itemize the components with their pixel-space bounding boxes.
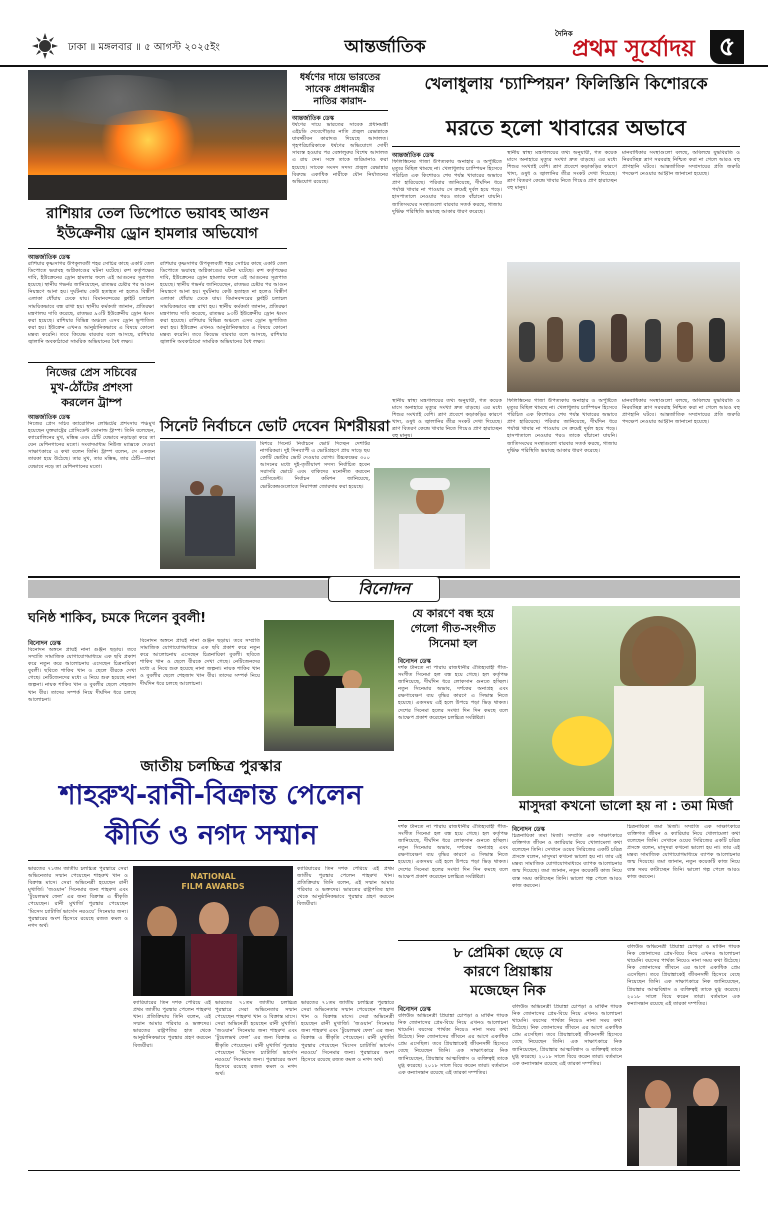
- header-place: ঢাকা: [68, 42, 87, 53]
- header-rule: [0, 65, 768, 67]
- egypt-body: মিশরে সিনেট নির্বাচনে ভোট দিচ্ছেন দেশটির নাগরিকরা। দুই দিনব্যাপী এ ভোটগ্রহণে প্রায় সাড়ে ছয় কোটি ভোটার ভোট দেওয়ার যোগ্য। উচ্চকক্ষের ৩০০ আসনের মধ্যে দুই-তৃতীয়াংশ সদস্য নির্বাচিত হবেন সরাসরি ভোটে এবং বাকিদের মনোনীত করবেন প্রেসিডেন্ট। নির্বাচন কমিশন জানিয়েছে, ভোটকেন্দ্রগুলোতে নিরাপত্তা জোরদার করা হয়েছে।: [260, 441, 370, 490]
- priyanka-headline: ৮ প্রেমিকা ছেড়ে যে কারণে প্রিয়াঙ্কায় মজেছেন নিক: [453, 945, 563, 999]
- rapist-byline: আন্তর্জাতিক ডেস্ক: [292, 115, 334, 122]
- toma-body-col1: চিত্রনায়িকা তমা মির্জা। সম্প্রতি এক সাক্ষাৎকারে ব্যক্তিগত জীবন ও ক্যারিয়ার নিয়ে খোলামেলা কথা বলেছেন তিনি। সেখানে ওয়েব সিরিজের একটি চরিত্র প্রসঙ্গে বলেন, মাসুদরা কখনো ভালো হয় না। তার এই মন্তব্য সামাজিক যোগাযোগমাধ্যমে ব্যাপক আলোচনার জন্ম দিয়েছে। তমা জানান, নতুন কয়েকটি কাজ নিয়ে ব্যস্ত সময় কাটাচ্ছেন তিনি। ভালো গল্প পেলে আরও কাজ করবেন।: [512, 833, 622, 889]
- srk-kicker: জাতীয় চলচ্চিত্র পুরস্কার: [140, 757, 282, 775]
- header-date-line: [68, 40, 220, 57]
- priyanka-top-rule: [398, 940, 740, 941]
- entertainment-band: [28, 580, 740, 598]
- priyanka-nick-photo: [627, 1066, 740, 1166]
- trump-top-rule: [28, 362, 155, 363]
- russia-body: রাশিয়ার কৃষ্ণসাগর উপকূলবর্তী শহর সোচির কাছে একটি তেল ডিপোতে ভয়াবহ অগ্নিকাণ্ডের ঘটনা ঘটেছে। রুশ কর্তৃপক্ষের দাবি, ইউক্রেনের ড্রোন হামলার ফলে এই আগুনের সূত্রপাত হয়েছে। স্থানীয় গভর্নর জানিয়েছেন, রাতভর চেষ্টার পর আগুন নিয়ন্ত্রণে আনা হয়। দুর্ঘটনায় কেউ হতাহত না হলেও বিস্তীর্ণ এলাকা ধোঁয়ায় ঢেকে যায়। বিমানবন্দরের ফ্লাইট চলাচল সাময়িকভাবে বন্ধ রাখা হয়। স্থানীয় কর্মকর্তা জানান, প্রতিরক্ষা মন্ত্রণালয় দাবি করেছে, রাতভর ৯৩টি ইউক্রেনীয় ড্রোন ধ্বংস করা হয়েছে। রাশিয়ার বিভিন্ন অঞ্চলে এসব ড্রোন ভূপাতিত করা হয়। ইউক্রেন এখনও আনুষ্ঠানিকভাবে এ বিষয়ে কোনো মন্তব্য করেনি। তবে কিয়েভ বারবার বলে আসছে, রাশিয়ার জ্বালানি অবকাঠামো সামরিক অভিযানের বৈধ লক্ষ্য।: [28, 261, 154, 346]
- masthead: প্রথম সূর্যোদয়: [572, 36, 695, 62]
- russia-body-col2: রাশিয়ার কৃষ্ণসাগর উপকূলবর্তী শহর সোচির কাছে একটি তেল ডিপোতে ভয়াবহ অগ্নিকাণ্ডের ঘটনা ঘটেছে। রুশ কর্তৃপক্ষের দাবি, ইউক্রেনের ড্রোন হামলার ফলে এই আগুনের সূত্রপাত হয়েছে। স্থানীয় গভর্নর জানিয়েছেন, রাতভর চেষ্টার পর আগুন নিয়ন্ত্রণে আনা হয়। দুর্ঘটনায় কেউ হতাহত না হলেও বিস্তীর্ণ এলাকা ধোঁয়ায় ঢেকে যায়। বিমানবন্দরের ফ্লাইট চলাচল সাময়িকভাবে বন্ধ রাখা হয়। স্থানীয় কর্মকর্তা জানান, প্রতিরক্ষা মন্ত্রণালয় দাবি করেছে, রাতভর ৯৩টি ইউক্রেনীয় ড্রোন ধ্বংস করা হয়েছে। রাশিয়ার বিভিন্ন অঞ্চলে এসব ড্রোন ভূপাতিত করা হয়। ইউক্রেন এখনও আনুষ্ঠানিকভাবে এ বিষয়ে কোনো মন্তব্য করেনি। তবে কিয়েভ বারবার বলে আসছে, রাশিয়ার জ্বালানি অবকাঠামো সামরিক অভিযানের বৈধ লক্ষ্য।: [160, 261, 287, 346]
- award-poster-text: NATIONAL FILM AWARDS: [181, 872, 245, 891]
- gaza-body-col3: মানবাধিকার সংস্থাগুলো বলছে, অবিলম্বে যুদ্ধবিরতি ও নিরবচ্ছিন্ন ত্রাণ সরবরাহ নিশ্চিত করা না গেলে আরও বহু প্রাণহানি ঘটবে। আন্তর্জাতিক সম্প্রদায়ের প্রতি জরুরি পদক্ষেপ নেওয়ার আহ্বান জানানো হয়েছে।: [622, 150, 740, 178]
- russia-headline-rule: [28, 248, 287, 249]
- toma-byline: বিনোদন ডেস্ক: [512, 826, 545, 833]
- entertainment-title: বিনোদন: [357, 579, 411, 598]
- priyanka-body-col3: বলিউড অভিনেত্রী প্রিয়াঙ্কা চোপড়া ও মার্কিন গায়ক নিক জোনাসের প্রেম-বিয়ে নিয়ে এখনও আলোচনা থামেনি। বয়সের পার্থক্য নিয়েও নানা সময় কথা উঠেছে। নিক জোনাসের জীবনে এর আগে একাধিক প্রেম এসেছিল। তবে প্রিয়াঙ্কাকেই জীবনসঙ্গী হিসেবে বেছে নিয়েছেন তিনি। এক সাক্ষাৎকারে নিক জানিয়েছেন, প্রিয়াঙ্কার আত্মবিশ্বাস ও ব্যক্তিত্বই তাকে মুগ্ধ করেছে। ২০১৮ সালে বিয়ে করেন তারা। বর্তমানে এক কন্যাসন্তান রয়েছে এই তারকা দম্পতির।: [627, 944, 740, 1007]
- aid-crowd-photo: [507, 262, 740, 392]
- srk-body-col3: ক্যারিয়ারের তিন দশক পেরিয়ে এই প্রথম জাতীয় পুরস্কার পেলেন শাহরুখ খান। প্রতিক্রিয়ায় তিনি বলেন, এই সম্মান আমার পরিবার ও ভক্তদের। ভারতের রাষ্ট্রপতির হাত থেকে আনুষ্ঠানিকভাবে পুরস্কার গ্রহণ করবেন বিজয়ীরা।: [133, 1000, 211, 1049]
- trump-byline: আন্তর্জাতিক ডেস্ক: [28, 414, 70, 421]
- toma-mirza-photo: [512, 606, 740, 796]
- trump-body: নিজের প্রেস সচিব ক্যারোলিন লেভিটের প্রশংসায় পঞ্চমুখ হয়েছেন যুক্তরাষ্ট্রের প্রেসিডেন্ট ডোনাল্ড ট্রাম্প। তিনি বলেছেন, ক্যারোলিনের মুখ, মস্তিষ্ক এবং ঠোঁট যেভাবে নড়াচড়া করে তা যেন মেশিনগানের মতো। সংবাদমাধ্যম নিউজ ম্যাক্সকে দেওয়া সাক্ষাৎকারে এ কথা বলেন তিনি। ট্রাম্প বলেন, সে একজন তারকা হয়ে উঠেছে। তার মুখ, তার মস্তিষ্ক, তার ঠোঁট—তারা যেভাবে নড়ে তা মেশিনগানের মতো।: [28, 421, 155, 470]
- cinema-byline: বিনোদন ডেস্ক: [398, 658, 431, 665]
- oil-depot-fire-photo: [28, 70, 287, 200]
- header-sep: ॥: [89, 42, 99, 53]
- gaza-body-col1: ফিলিস্তিনের গাজা উপত্যকায় অনাহার ও অপুষ্টিতে মৃত্যুর মিছিল থামছে না। খেলাধুলায় চ্যাম্পিয়ন হিসেবে পরিচিত এক কিশোরও শেষ পর্যন্ত খাবারের অভাবে প্রাণ হারিয়েছে। পরিবার জানিয়েছে, দীর্ঘদিন ধরে পর্যাপ্ত খাবার না পাওয়ায় সে ক্রমেই দুর্বল হয়ে পড়ে। হাসপাতালে নেওয়ার পরও তাকে বাঁচানো যায়নি। জাতিসংঘের সংস্থাগুলো বারবার সতর্ক করছে, গাজায় দুর্ভিক্ষ পরিস্থিতি ভয়াবহ আকার ধারণ করেছে।: [392, 159, 502, 215]
- paper-prefix: দৈনিক: [555, 30, 573, 38]
- srk-body-col4: ভারতের ৭১তম জাতীয় চলচ্চিত্র পুরস্কারে সেরা অভিনেতার সম্মান পেয়েছেন শাহরুখ খান ও বিক্রান্ত মাসে। সেরা অভিনেত্রী হয়েছেন রানী মুখার্জি। ‘জওয়ান’ সিনেমার জন্য শাহরুখ এবং ‘টুয়েলভথ ফেল’ এর জন্য বিক্রান্ত এ স্বীকৃতি পেয়েছেন। রানী মুখার্জি পুরস্কার পেয়েছেন ‘মিসেস চ্যাটার্জি ভার্সেস নরওয়ে’ সিনেমার জন্য। পুরস্কারের অংশ হিসেবে রয়েছে রজত কমল ও নগদ অর্থ।: [215, 1000, 297, 1077]
- rapist-rule: [292, 110, 388, 111]
- page-number-box: [710, 30, 744, 64]
- page-header: [0, 0, 768, 64]
- cinema-headline: যে কারণে বন্ধ হয়ে গেলো গীত-সংগীত সিনেমা হল: [410, 607, 496, 650]
- award-winners-photo: [133, 866, 293, 996]
- gaza-headline-rule: [392, 146, 740, 147]
- toma-body-col2: চিত্রনায়িকা তমা মির্জা। সম্প্রতি এক সাক্ষাৎকারে ব্যক্তিগত জীবন ও ক্যারিয়ার নিয়ে খোলামেলা কথা বলেছেন তিনি। সেখানে ওয়েব সিরিজের একটি চরিত্র প্রসঙ্গে বলেন, মাসুদরা কখনো ভালো হয় না। তার এই মন্তব্য সামাজিক যোগাযোগমাধ্যমে ব্যাপক আলোচনার জন্ম দিয়েছে। তমা জানান, নতুন কয়েকটি কাজ নিয়ে ব্যস্ত সময় কাটাচ্ছেন তিনি। ভালো গল্প পেলে আরও কাজ করবেন।: [627, 824, 740, 880]
- priyanka-byline: বিনোদন ডেস্ক: [398, 1006, 431, 1013]
- priyanka-body-col1: বলিউড অভিনেত্রী প্রিয়াঙ্কা চোপড়া ও মার্কিন গায়ক নিক জোনাসের প্রেম-বিয়ে নিয়ে এখনও আলোচনা থামেনি। বয়সের পার্থক্য নিয়েও নানা সময় কথা উঠেছে। নিক জোনাসের জীবনে এর আগে একাধিক প্রেম এসেছিল। তবে প্রিয়াঙ্কাকেই জীবনসঙ্গী হিসেবে বেছে নিয়েছেন তিনি। এক সাক্ষাৎকারে নিক জানিয়েছেন, প্রিয়াঙ্কার আত্মবিশ্বাস ও ব্যক্তিত্বই তাকে মুগ্ধ করেছে। ২০১৮ সালে বিয়ে করেন তারা। বর্তমানে এক কন্যাসন্তান রয়েছে এই তারকা দম্পতির।: [398, 1013, 508, 1076]
- gaza-headline-line1: খেলাধুলায় ‘চ্যাম্পিয়ন’ ফিলিস্তিনি কিশোরকে: [424, 74, 708, 93]
- russia-headline: রাশিয়ার তেল ডিপোতে ভয়াবহ আগুন ইউক্রেনীয় ড্রোন হামলার অভিযোগ: [46, 206, 269, 242]
- bottom-rule: [28, 1170, 740, 1171]
- gaza-byline: আন্তর্জাতিক ডেস্ক: [392, 152, 434, 159]
- priyanka-body-col2: বলিউড অভিনেত্রী প্রিয়াঙ্কা চোপড়া ও মার্কিন গায়ক নিক জোনাসের প্রেম-বিয়ে নিয়ে এখনও আলোচনা থামেনি। বয়সের পার্থক্য নিয়েও নানা সময় কথা উঠেছে। নিক জোনাসের জীবনে এর আগে একাধিক প্রেম এসেছিল। তবে প্রিয়াঙ্কাকেই জীবনসঙ্গী হিসেবে বেছে নিয়েছেন তিনি। এক সাক্ষাৎকারে নিক জানিয়েছেন, প্রিয়াঙ্কার আত্মবিশ্বাস ও ব্যক্তিত্বই তাকে মুগ্ধ করেছে। ২০১৮ সালে বিয়ে করেন তারা। বর্তমানে এক কন্যাসন্তান রয়েছে এই তারকা দম্পতির।: [512, 1004, 622, 1067]
- srk-body-col2: ক্যারিয়ারের তিন দশক পেরিয়ে এই প্রথম জাতীয় পুরস্কার পেলেন শাহরুখ খান। প্রতিক্রিয়ায় তিনি বলেন, এই সম্মান আমার পরিবার ও ভক্তদের। ভারতের রাষ্ট্রপতির হাত থেকে আনুষ্ঠানিকভাবে পুরস্কার গ্রহণ করবেন বিজয়ীরা।: [297, 866, 394, 908]
- sun-logo-icon: [32, 33, 58, 59]
- header-date: ৫ আগস্ট ২০২৫ইং: [144, 42, 220, 53]
- entertainment-title-box: [328, 576, 440, 602]
- gaza-body-col1-cont: স্থানীয় স্বাস্থ্য মন্ত্রণালয়ের তথ্য অনুযায়ী, গত কয়েক মাসে অনাহারে মৃত্যুর সংখ্যা দ্রুত বাড়ছে। এর মধ্যে শিশুর সংখ্যাই বেশি। ত্রাণ প্রবেশে কড়াকড়ির কারণে খাদ্য, ওষুধ ও জ্বালানির তীব্র সংকট দেখা দিয়েছে। ত্রাণ বিতরণ কেন্দ্রে খাবার নিতে গিয়েও প্রাণ হারাচ্ছেন বহু মানুষ।: [392, 398, 502, 440]
- section-label: আন্তর্জাতিক: [344, 37, 426, 57]
- gaza-body-col2: স্থানীয় স্বাস্থ্য মন্ত্রণালয়ের তথ্য অনুযায়ী, গত কয়েক মাসে অনাহারে মৃত্যুর সংখ্যা দ্রুত বাড়ছে। এর মধ্যে শিশুর সংখ্যাই বেশি। ত্রাণ প্রবেশে কড়াকড়ির কারণে খাদ্য, ওষুধ ও জ্বালানির তীব্র সংকট দেখা দিয়েছে। ত্রাণ বিতরণ কেন্দ্রে খাবার নিতে গিয়েও প্রাণ হারাচ্ছেন বহু মানুষ।: [507, 150, 617, 192]
- shakib-headline: ঘনিষ্ঠ শাকিব, চমকে দিলেন বুবলী!: [28, 611, 207, 626]
- srk-rule: [28, 860, 394, 861]
- header-day: মঙ্গলবার: [98, 42, 133, 53]
- shakib-body-col2: বিনোদন অঙ্গনে প্রায়ই নানা গুঞ্জন ছড়ায়। তবে সম্প্রতি সামাজিক যোগাযোগমাধ্যমে এক ছবি প্রকাশ করে নতুন করে আলোচনায় এসেছেন চিত্রনায়িকা বুবলী। ছবিতে শাকিব খান ও ছেলে বীরকে দেখা গেছে। নেটিজেনদের মধ্যে এ নিয়ে শুরু হয়েছে নানা জল্পনা। নায়ক শাকিব খান ও বুবলীর ছেলে শেহজাদ খান বীর। তাদের সম্পর্ক নিয়ে দীর্ঘদিন ধরে চলছে আলোচনা।: [140, 638, 260, 687]
- rapist-headline: ধর্ষণের দায়ে ভারতের সাবেক প্রধানমন্ত্রীর নাতির কারাদ-: [299, 72, 381, 107]
- srk-headline: শাহরুখ-রানী-বিক্রান্ত পেলেন কীর্তি ও নগদ সম্মান: [59, 780, 363, 851]
- gaza-body-col3-cont: মানবাধিকার সংস্থাগুলো বলছে, অবিলম্বে যুদ্ধবিরতি ও নিরবচ্ছিন্ন ত্রাণ সরবরাহ নিশ্চিত করা না গেলে আরও বহু প্রাণহানি ঘটবে। আন্তর্জাতিক সম্প্রদায়ের প্রতি জরুরি পদক্ষেপ নেওয়ার আহ্বান জানানো হয়েছে।: [622, 398, 740, 426]
- page-number: ৫: [718, 32, 736, 62]
- cinema-body: দর্শক টানতে না পারায় রাজধানীর ঐতিহ্যবাহী গীত-সংগীত সিনেমা হল বন্ধ হয়ে গেছে। হল কর্তৃপক্ষ জানিয়েছে, দীর্ঘদিন ধরে লোকসান গুনতে হচ্ছিল। নতুন সিনেমার অভাব, দর্শকের অনাগ্রহ এবং রক্ষণাবেক্ষণ ব্যয় বৃদ্ধির কারণে এ সিদ্ধান্ত নিতে হয়েছে। একসময় এই হলে উপচে পড়া ভিড় থাকত। দেশের সিনেমা হলের সংখ্যা দিন দিন কমছে বলে আক্ষেপ প্রকাশ করেছেন চলচ্চিত্র সংশ্লিষ্টরা।: [398, 665, 508, 721]
- russia-byline: আন্তর্জাতিক ডেস্ক: [28, 254, 70, 261]
- egypt-headline: সিনেট নির্বাচনে ভোট দেবেন মিশরীয়রা: [160, 417, 390, 435]
- srk-body-col1: ভারতের ৭১তম জাতীয় চলচ্চিত্র পুরস্কারে সেরা অভিনেতার সম্মান পেয়েছেন শাহরুখ খান ও বিক্রান্ত মাসে। সেরা অভিনেত্রী হয়েছেন রানী মুখার্জি। ‘জওয়ান’ সিনেমার জন্য শাহরুখ এবং ‘টুয়েলভথ ফেল’ এর জন্য বিক্রান্ত এ স্বীকৃতি পেয়েছেন। রানী মুখার্জি পুরস্কার পেয়েছেন ‘মিসেস চ্যাটার্জি ভার্সেস নরওয়ে’ সিনেমার জন্য। পুরস্কারের অংশ হিসেবে রয়েছে রজত কমল ও নগদ অর্থ।: [28, 866, 128, 929]
- voters-photo: [160, 441, 256, 569]
- toma-headline: মাসুদরা কখনো ভালো হয় না : তমা মির্জা: [519, 799, 733, 814]
- shakib-body-col1: বিনোদন অঙ্গনে প্রায়ই নানা গুঞ্জন ছড়ায়। তবে সম্প্রতি সামাজিক যোগাযোগমাধ্যমে এক ছবি প্রকাশ করে নতুন করে আলোচনায় এসেছেন চিত্রনায়িকা বুবলী। ছবিতে শাকিব খান ও ছেলে বীরকে দেখা গেছে। নেটিজেনদের মধ্যে এ নিয়ে শুরু হয়েছে নানা জল্পনা। নায়ক শাকিব খান ও বুবলীর ছেলে শেহজাদ খান বীর। তাদের সম্পর্ক নিয়ে দীর্ঘদিন ধরে চলছে আলোচনা।: [28, 647, 136, 703]
- trump-headline: নিজের প্রেস সচিবের মুখ-ঠোঁটের প্রশংসা করলেন ট্রাম্প: [46, 366, 137, 409]
- rapist-body: ধর্ষণের দায়ে ভারতের সাবেক প্রধানমন্ত্রী এইচডি দেবেগৌড়ার নাতি প্রজ্বল রেভান্নাকে যাবজ্জীবন কারাদণ্ড দিয়েছে আদালত। গৃহপরিচারিকাকে ধর্ষণের অভিযোগে দোষী সাব্যস্ত হওয়ার পর বেঙ্গালুরুর বিশেষ আদালত এ রায় দেন। সঙ্গে তাকে জরিমানাও করা হয়েছে। সাবেক সংসদ সদস্য প্রজ্বল রেভান্নার বিরুদ্ধে একাধিক নারীকে যৌন নির্যাতনের অভিযোগ রয়েছে।: [292, 122, 388, 185]
- gaza-body-col2-cont: ফিলিস্তিনের গাজা উপত্যকায় অনাহার ও অপুষ্টিতে মৃত্যুর মিছিল থামছে না। খেলাধুলায় চ্যাম্পিয়ন হিসেবে পরিচিত এক কিশোরও শেষ পর্যন্ত খাবারের অভাবে প্রাণ হারিয়েছে। পরিবার জানিয়েছে, দীর্ঘদিন ধরে পর্যাপ্ত খাবার না পাওয়ায় সে ক্রমেই দুর্বল হয়ে পড়ে। হাসপাতালে নেওয়ার পরও তাকে বাঁচানো যায়নি। জাতিসংঘের সংস্থাগুলো বারবার সতর্ক করছে, গাজায় দুর্ভিক্ষ পরিস্থিতি ভয়াবহ আকার ধারণ করেছে।: [507, 398, 617, 454]
- srk-body-col5: ভারতের ৭১তম জাতীয় চলচ্চিত্র পুরস্কারে সেরা অভিনেতার সম্মান পেয়েছেন শাহরুখ খান ও বিক্রান্ত মাসে। সেরা অভিনেত্রী হয়েছেন রানী মুখার্জি। ‘জওয়ান’ সিনেমার জন্য শাহরুখ এবং ‘টুয়েলভথ ফেল’ এর জন্য বিক্রান্ত এ স্বীকৃতি পেয়েছেন। রানী মুখার্জি পুরস্কার পেয়েছেন ‘মিসেস চ্যাটার্জি ভার্সেস নরওয়ে’ সিনেমার জন্য। পুরস্কারের অংশ হিসেবে রয়েছে রজত কমল ও নগদ অর্থ।: [301, 1000, 394, 1063]
- gaza-headline-line2: মরতে হলো খাবারের অভাবে: [446, 116, 686, 140]
- shakib-family-photo: [264, 620, 394, 751]
- shakib-byline: বিনোদন ডেস্ক: [28, 640, 61, 647]
- toma-body-left: দর্শক টানতে না পারায় রাজধানীর ঐতিহ্যবাহী গীত-সংগীত সিনেমা হল বন্ধ হয়ে গেছে। হল কর্তৃপক্ষ জানিয়েছে, দীর্ঘদিন ধরে লোকসান গুনতে হচ্ছিল। নতুন সিনেমার অভাব, দর্শকের অনাগ্রহ এবং রক্ষণাবেক্ষণ ব্যয় বৃদ্ধির কারণে এ সিদ্ধান্ত নিতে হয়েছে। একসময় এই হলে উপচে পড়া ভিড় থাকত। দেশের সিনেমা হলের সংখ্যা দিন দিন কমছে বলে আক্ষেপ প্রকাশ করেছেন চলচ্চিত্র সংশ্লিষ্টরা।: [398, 824, 508, 880]
- header-sep: ॥: [135, 42, 145, 53]
- toma-rule: [398, 820, 740, 821]
